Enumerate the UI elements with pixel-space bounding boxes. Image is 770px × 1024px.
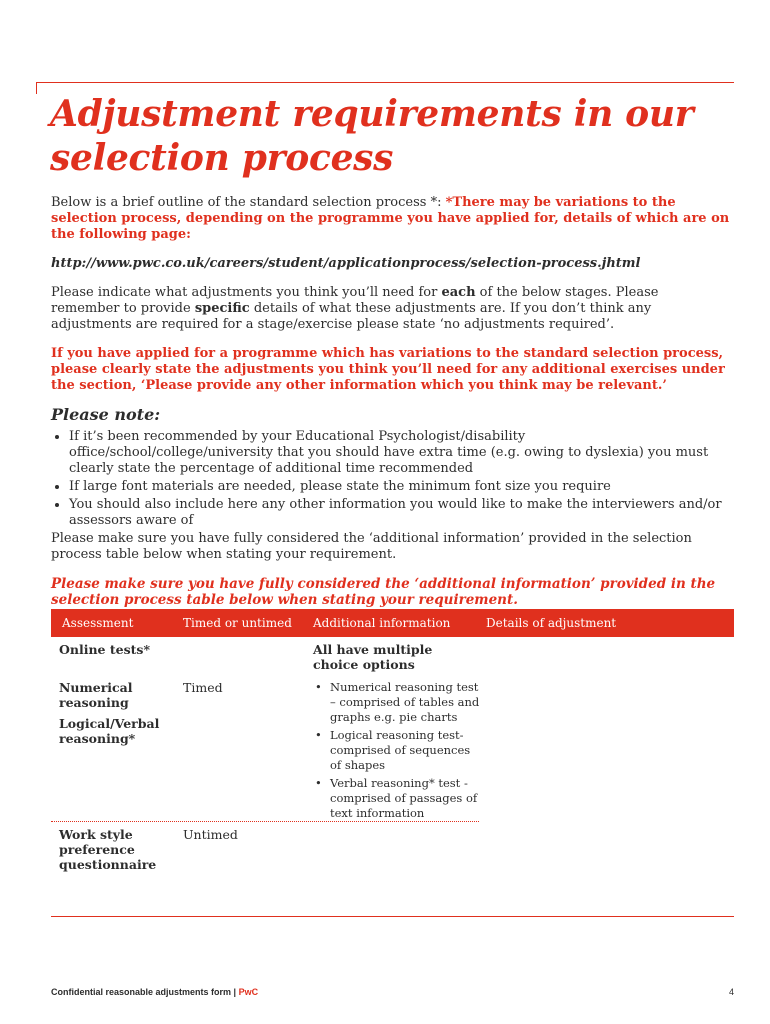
page-title: Adjustment requirements in our selection process	[50, 93, 694, 179]
instructions-text-2: of the below stages. Please remember to provide	[51, 285, 659, 316]
online-tests-info: All have multiple choice options	[313, 642, 433, 672]
instructions-text-1: Please indicate what adjustments you think you’ll need for	[51, 285, 442, 300]
top-rule	[36, 82, 734, 83]
row-divider	[51, 821, 479, 822]
list-item: • Verbal reasoning* test - comprised of passages of text information	[313, 776, 483, 821]
variations-warning: If you have applied for a programme which has variations to the standard selection process, please clearly state the adjustments you think you’ll need for any additional exercises under the section, ‘Please provide any other information which you think may be relevant.’	[51, 346, 725, 393]
online-tests-label: Online tests*	[59, 642, 150, 657]
reasoning-timed: Timed	[183, 680, 223, 695]
intro-lead: Below is a brief outline of the standard selection process *:	[51, 195, 446, 210]
footer-form-name: Confidential reasonable adjustments form	[51, 987, 232, 997]
instructions-each: each	[441, 285, 476, 300]
work-style-label: Work style preference questionnaire	[59, 827, 157, 872]
note-list	[51, 429, 731, 529]
instructions-text-3: details of what these adjustments are. If you don’t think any adjustments are required for a stage/exercise please state ‘no adjustments required’.	[51, 301, 652, 332]
header-additional-info: Additional information	[313, 616, 451, 630]
selection-process-table	[51, 609, 734, 872]
list-item: • Logical reasoning test- comprised of sequences of shapes	[313, 728, 483, 773]
instructions-specific: specific	[194, 301, 250, 316]
note-closing-emphasis: Please make sure you have fully considered the ‘additional information’ provided in the selection process table below when stating your requirement.	[51, 576, 716, 608]
list-item: • Numerical reasoning test – comprised of tables and graphs e.g. pie charts	[313, 680, 483, 725]
bottom-rule	[51, 916, 734, 917]
note-heading: Please note:	[51, 405, 161, 424]
instructions-paragraph	[51, 285, 731, 333]
numerical-reasoning-label: Numerical reasoning	[59, 680, 133, 710]
note-closing: Please make sure you have fully considered the ‘additional information’ provided in the selection process table below when stating your requirement.	[51, 531, 692, 562]
footer	[51, 987, 734, 997]
intro-paragraph	[51, 195, 731, 243]
header-timed: Timed or untimed	[183, 616, 292, 630]
selection-process-link[interactable]: http://www.pwc.co.uk/careers/student/applicationprocess/selection-process.jhtml	[51, 256, 641, 271]
header-details: Details of adjustment	[486, 616, 617, 630]
variation-note: *There may be variations to the selection process, depending on the programme you have applied for, details of which are on the following page:	[51, 195, 730, 242]
table-header	[51, 609, 734, 637]
note-item: • If it’s been recommended by your Educational Psychologist/disability office/school/college/university that you should have extra time (e.g. owing to dyslexia) you must clearly state the percentage of additional time recommended	[69, 429, 731, 477]
footer-brand: PwC	[238, 987, 259, 997]
note-item: • You should also include here any other information you would like to make the interviewers and/or assessors aware of	[69, 497, 731, 529]
footer-separator: |	[231, 987, 239, 997]
top-rule-tick	[36, 82, 37, 94]
note-item: • If large font materials are needed, please state the minimum font size you require	[69, 479, 731, 495]
content-body	[51, 195, 731, 621]
header-assessment: Assessment	[62, 616, 134, 630]
logical-verbal-reasoning-label: Logical/Verbal reasoning*	[59, 716, 160, 746]
reasoning-info-list	[313, 680, 483, 824]
page-number: 4	[728, 987, 734, 997]
work-style-timed: Untimed	[183, 827, 238, 842]
